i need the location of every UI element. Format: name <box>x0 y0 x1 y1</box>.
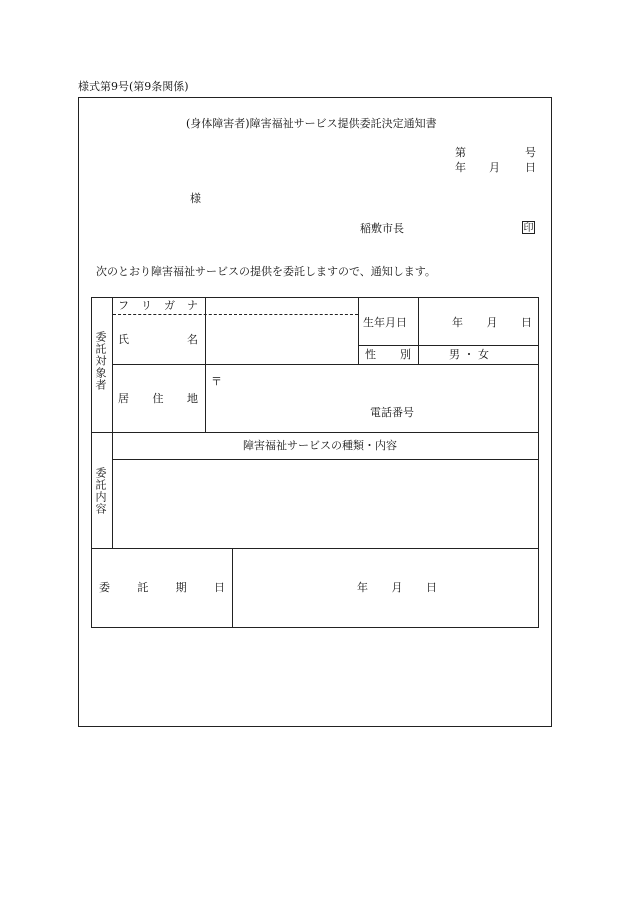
date-day: 日 <box>525 161 536 174</box>
date-year: 年 <box>455 161 466 174</box>
document-frame <box>78 97 552 727</box>
birth-date-value: 年 月 日 <box>452 316 532 329</box>
postal-mark: 〒 <box>211 375 222 388</box>
birth-date-label: 生年月日 <box>363 316 407 329</box>
document-title: (身体障害者)障害福祉サービス提供委託決定通知書 <box>186 117 437 130</box>
name-label: 氏 名 <box>118 333 198 346</box>
target-section-label: 委託対象者 <box>94 331 107 391</box>
content-section-label: 委託内容 <box>94 467 107 515</box>
body-text: 次のとおり障害福祉サービスの提供を委託しますので、通知します。 <box>96 265 436 278</box>
period-date: 年 月 日 <box>357 581 437 594</box>
issuer: 稲敷市長 <box>360 222 404 235</box>
sex-value: 男 ・ 女 <box>449 348 489 361</box>
doc-number-go: 号 <box>525 146 536 159</box>
address-label: 居 住 地 <box>118 392 198 405</box>
addressee-suffix: 様 <box>190 192 201 205</box>
period-label: 委 託 期 日 <box>99 581 225 594</box>
service-content-header: 障害福祉サービスの種類・内容 <box>243 439 397 452</box>
form-number: 様式第9号(第9条関係) <box>78 80 189 93</box>
doc-number-dai: 第 <box>455 146 466 159</box>
phone-label: 電話番号 <box>370 406 414 419</box>
seal-mark: 印 <box>523 223 534 234</box>
sex-label: 性 別 <box>365 348 411 361</box>
date-month: 月 <box>489 161 500 174</box>
furigana-label: フ リ ガ ナ <box>118 299 198 312</box>
